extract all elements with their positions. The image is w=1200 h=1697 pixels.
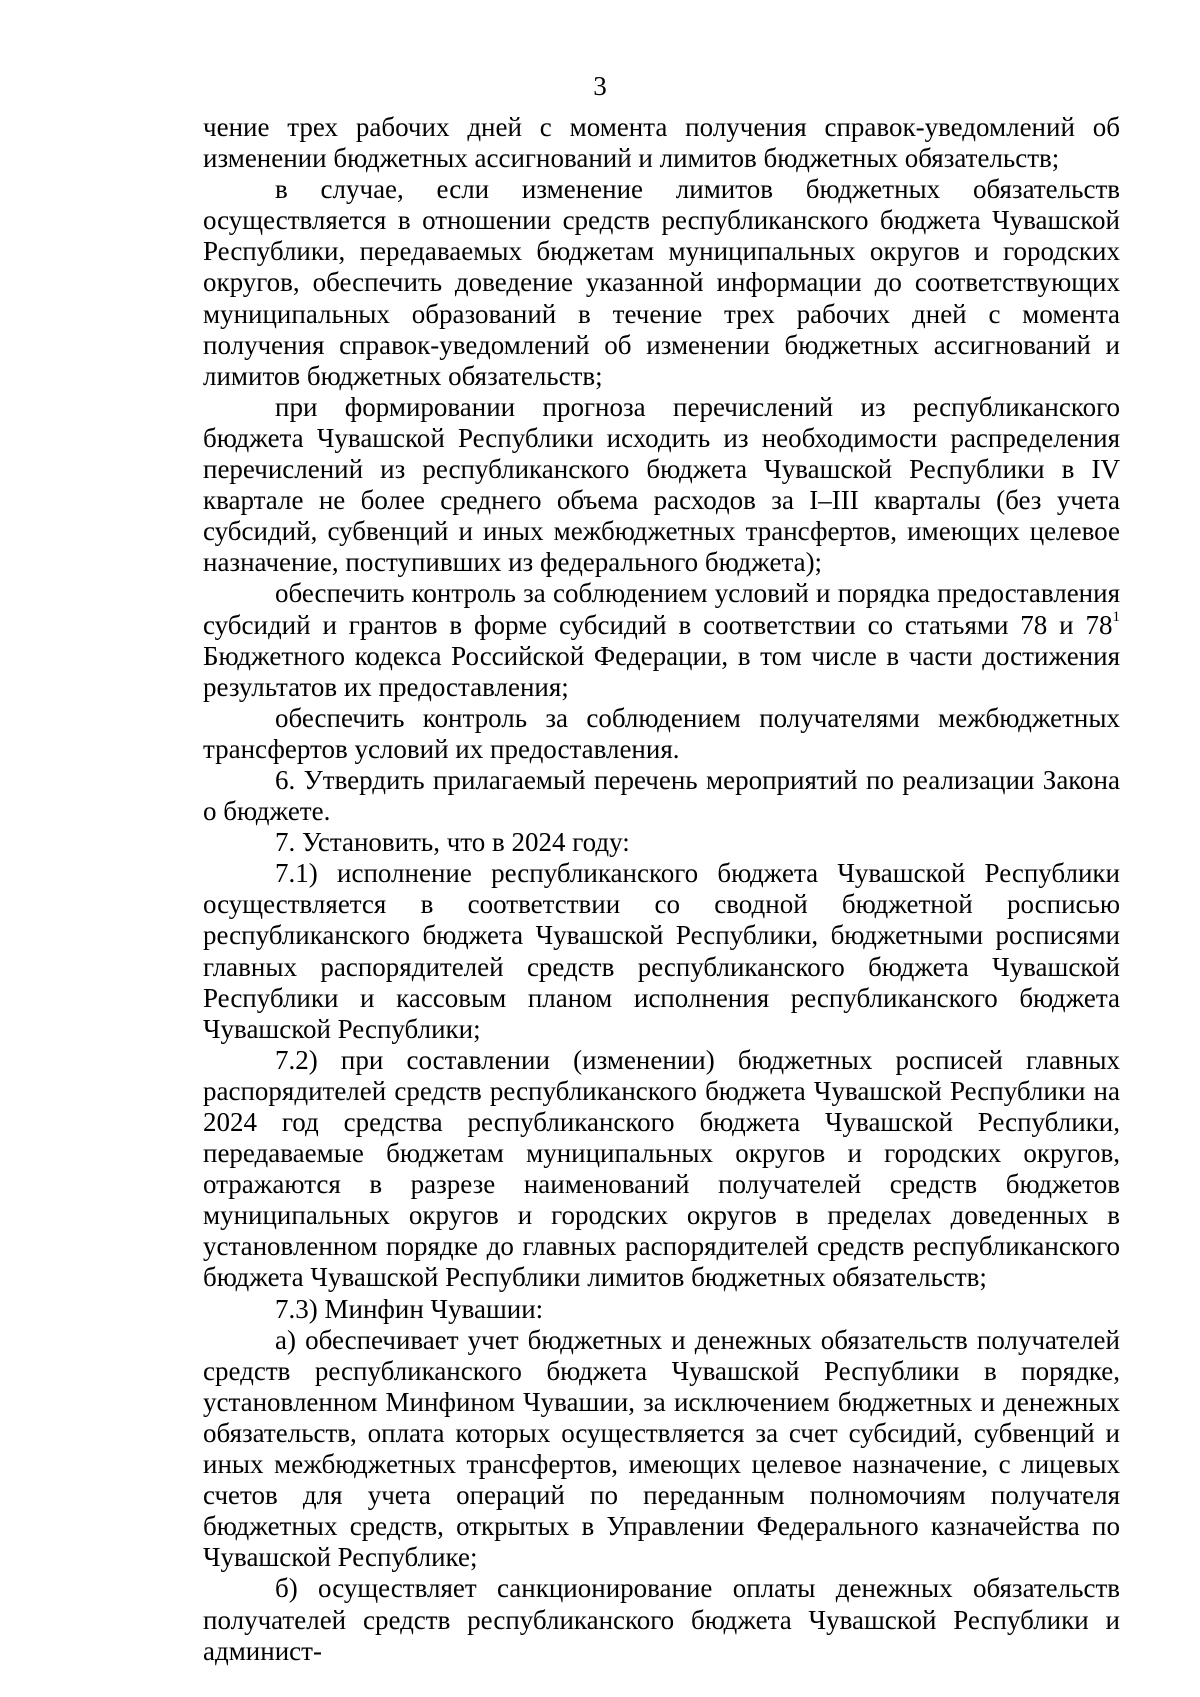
paragraph-item-7-1: 7.1) исполнение республиканского бюджета Чувашской Республики осуществляется в соответствии со сводной бюджетной росписью республиканского бюджета Чувашской Республики, бюджетными росписями главных распорядителей средств республиканского бюджета Чувашской Республики и кассовым планом исполнения республиканского бюджета Чувашской Республики; [203,858,1120,1044]
paragraph-transfer-control: обеспечить контроль за соблюдением получателями межбюджетных трансфертов условий их предоставления. [203,702,1120,764]
paragraph-item-7-3-b: б) осуществляет санкционирование оплаты денежных обязательств получателей средств республиканского бюджета Чувашской Республики и админист- [203,1573,1120,1666]
paragraph-subsidy-control-text-after: Бюджетного кодекса Российской Федерации, в том числе в части достижения результатов их предоставления; [203,640,1120,702]
paragraph-limits-municipal: в случае, если изменение лимитов бюджетных обязательств осуществляется в отношении средств республиканского бюджета Чувашской Республики, передаваемых бюджетам муниципальных округов и городских округов, обеспечить доведение указанной информации до соответствующих муниципальных образований в течение трех рабочих дней с момента получения справок-уведомлений об изменении бюджетных ассигнований и лимитов бюджетных обязательств; [203,174,1120,391]
paragraph-item-7-3: 7.3) Минфин Чувашии: [275,1293,544,1324]
document-body [203,112,1120,1667]
paragraph-subsidy-control [203,578,1120,702]
paragraph-continuation: чение трех рабочих дней с момента получения справок-уведомлений об изменении бюджетных ассигнований и лимитов бюджетных обязательств; [203,112,1120,174]
paragraph-item-6: 6. Утвердить прилагаемый перечень мероприятий по реализации Закона о бюджете. [203,764,1120,827]
paragraph-item-7: 7. Установить, что в 2024 году: [275,827,630,858]
paragraph-item-7-3-a: а) обеспечивает учет бюджетных и денежных обязательств получателей средств республиканского бюджета Чувашской Республики в порядке, установленном Минфином Чувашии, за исключением бюджетных и денежных обязательств, оплата которых осуществляется за счет субсидий, субвенций и иных межбюджетных трансфертов, имеющих целевое назначение, с лицевых счетов для учета операций по переданным полномочиям получателя бюджетных средств, открытых в Управлении Федерального казначейства по Чувашской Республике; [203,1324,1120,1573]
paragraph-forecast-transfers: при формировании прогноза перечислений из республиканского бюджета Чувашской Республики исходить из необходимости распределения перечислений из республиканского бюджета Чувашской Республики в IV квартале не более среднего объема расходов за I–III кварталы (без учета субсидий, субвенций и иных межбюджетных трансфертов, имеющих целевое назначение, поступивших из федерального бюджета); [203,391,1120,578]
superscript-article-number: 1 [1112,608,1120,625]
paragraph-subsidy-control-text-before: обеспечить контроль за соблюдением условий и порядка предоставления субсидий и грантов в форме субсидий в соответствии со статьями 78 и 78 [203,578,1120,640]
page-number: 3 [593,71,607,101]
paragraph-item-7-2: 7.2) при составлении (изменении) бюджетных росписей главных распорядителей средств республиканского бюджета Чувашской Республики на 2024 год средства республиканского бюджета Чувашской Республики, передаваемые бюджетам муниципальных округов и городских округов, отражаются в разрезе наименований получателей средств бюджетов муниципальных округов и городских округов в пределах доведенных в установленном порядке до главных распорядителей средств республиканского бюджета Чувашской Республики лимитов бюджетных обязательств; [203,1044,1120,1293]
